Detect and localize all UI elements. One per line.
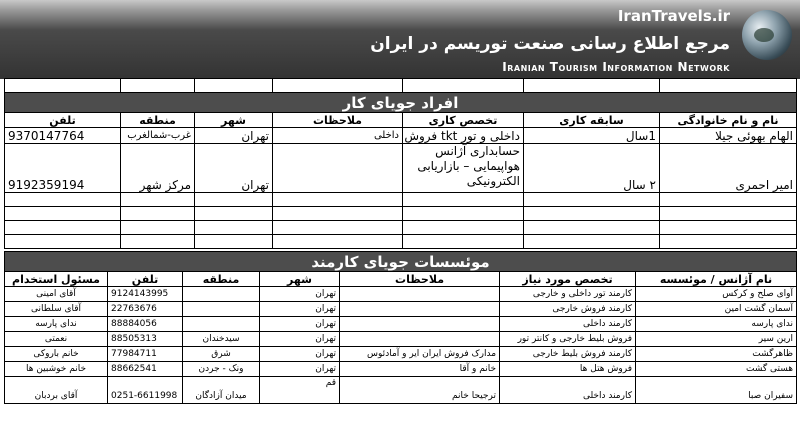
table-cell <box>273 144 403 193</box>
column-header: سابقه کاری <box>524 113 660 128</box>
column-header: تلفن <box>5 113 121 128</box>
table-cell: کارمند فروش بلیط خارجی <box>500 347 636 362</box>
table-cell: میدان آزادگان <box>183 377 260 404</box>
empty-row <box>5 207 797 221</box>
table-header-row <box>5 113 797 128</box>
table-cell: خانم باروکی <box>5 347 108 362</box>
jobseekers-table <box>4 78 797 249</box>
table-cell: تهران <box>260 362 340 377</box>
site-title-persian: مرجع اطلاع رسانی صنعت توریسم در ایران <box>370 34 730 54</box>
jobseekers-title: افراد جویای کار <box>5 93 797 113</box>
empty-row <box>5 193 797 207</box>
site-header <box>0 0 800 79</box>
table-cell: نعمتی <box>5 332 108 347</box>
table-cell: حسابداری آژانس هواپیمایی – بازاریابی الکترونیکی <box>403 144 524 193</box>
column-header: منطقه <box>183 272 260 287</box>
table-cell: 9370147764 <box>5 128 121 144</box>
table-cell: 9124143995 <box>108 287 183 302</box>
table-cell: خانم و آقا <box>340 362 500 377</box>
table-cell: آقای بردبان <box>5 377 108 404</box>
table-cell: تهران <box>260 317 340 332</box>
table-cell: ندای پارسه <box>636 317 797 332</box>
column-header: نام و نام خانوادگی <box>660 113 797 128</box>
column-header: تخصص مورد نیاز <box>500 272 636 287</box>
table-cell: کارمند فروش خارجی <box>500 302 636 317</box>
table-cell: کارمند داخلی <box>500 377 636 404</box>
table-cell: 9192359194 <box>5 144 121 193</box>
table-cell: شرق <box>183 347 260 362</box>
table-cell: امیر احمری <box>660 144 797 193</box>
table-header-row <box>5 272 797 287</box>
table-cell: فروش هتل ها <box>500 362 636 377</box>
table-row <box>5 347 797 362</box>
spacer-row <box>5 79 797 93</box>
table-cell: ارین سیر <box>636 332 797 347</box>
table-cell: تهران <box>260 332 340 347</box>
table-cell: داخلی <box>273 128 403 144</box>
table-cell <box>340 287 500 302</box>
section-band <box>5 93 797 113</box>
table-cell <box>340 302 500 317</box>
table-cell: ۲ سال <box>524 144 660 193</box>
table-row <box>5 362 797 377</box>
table-cell: داخلی و تور tkt فروش <box>403 128 524 144</box>
column-header: ملاحظات <box>273 113 403 128</box>
column-header: نام آژانس / موئسسه <box>636 272 797 287</box>
table-cell: 88505313 <box>108 332 183 347</box>
table-row <box>5 377 797 404</box>
table-row <box>5 332 797 347</box>
table-cell: تهران <box>260 347 340 362</box>
table-cell <box>183 302 260 317</box>
column-header: تلفن <box>108 272 183 287</box>
column-header: تخصص کاری <box>403 113 524 128</box>
table-row <box>5 302 797 317</box>
table-cell: تهران <box>195 144 273 193</box>
table-cell: 0251-6611998 <box>108 377 183 404</box>
table-cell: قم <box>260 377 340 404</box>
column-header: شهر <box>260 272 340 287</box>
table-cell: آوای صلح و کرکس <box>636 287 797 302</box>
table-cell: الهام بهوئی جیلا <box>660 128 797 144</box>
table-row <box>5 144 797 193</box>
table-cell <box>183 317 260 332</box>
table-row <box>5 128 797 144</box>
table-cell: تهران <box>195 128 273 144</box>
table-cell: ونک - جردن <box>183 362 260 377</box>
table-cell <box>183 287 260 302</box>
column-header: شهر <box>195 113 273 128</box>
table-cell: 77984711 <box>108 347 183 362</box>
globe-logo-icon <box>742 10 792 60</box>
table-cell: آقای سلطانی <box>5 302 108 317</box>
agencies-table <box>4 251 797 404</box>
table-cell: 22763676 <box>108 302 183 317</box>
table-cell: تهران <box>260 287 340 302</box>
empty-row <box>5 221 797 235</box>
site-name[interactable]: IranTravels.ir <box>617 7 730 25</box>
table-cell: هستی گشت <box>636 362 797 377</box>
table-cell: کارمند تور داخلی و خارجی <box>500 287 636 302</box>
table-row <box>5 287 797 302</box>
table-cell: تهران <box>260 302 340 317</box>
table-cell: غرب-شمالغرب <box>121 128 195 144</box>
empty-row <box>5 235 797 249</box>
table-cell: 88884056 <box>108 317 183 332</box>
table-cell: خانم خوشبین ها <box>5 362 108 377</box>
table-cell <box>340 332 500 347</box>
table-cell: سیدخندان <box>183 332 260 347</box>
table-cell: ترجیحا خانم <box>340 377 500 404</box>
table-cell <box>340 317 500 332</box>
agencies-title: موئسسات جویای کارمند <box>5 252 797 272</box>
table-cell: 1سال <box>524 128 660 144</box>
column-header: ملاحظات <box>340 272 500 287</box>
column-header: منطقه <box>121 113 195 128</box>
section-band <box>5 252 797 272</box>
table-row <box>5 317 797 332</box>
table-cell: آسمان گشت امین <box>636 302 797 317</box>
site-title-english: Iranian Tourism Information Network <box>502 60 730 74</box>
table-cell: ندای پارسه <box>5 317 108 332</box>
table-cell: کارمند داخلی <box>500 317 636 332</box>
table-cell: ظاهرگشت <box>636 347 797 362</box>
table-cell: سفیران صبا <box>636 377 797 404</box>
column-header: مسئول استخدام <box>5 272 108 287</box>
table-cell: 88662541 <box>108 362 183 377</box>
table-cell: فروش بلیط خارجی و کانتر تور <box>500 332 636 347</box>
table-cell: آقای امینی <box>5 287 108 302</box>
table-cell: مدارک فروش ایران ایر و آمادئوس <box>340 347 500 362</box>
table-cell: مرکز شهر <box>121 144 195 193</box>
